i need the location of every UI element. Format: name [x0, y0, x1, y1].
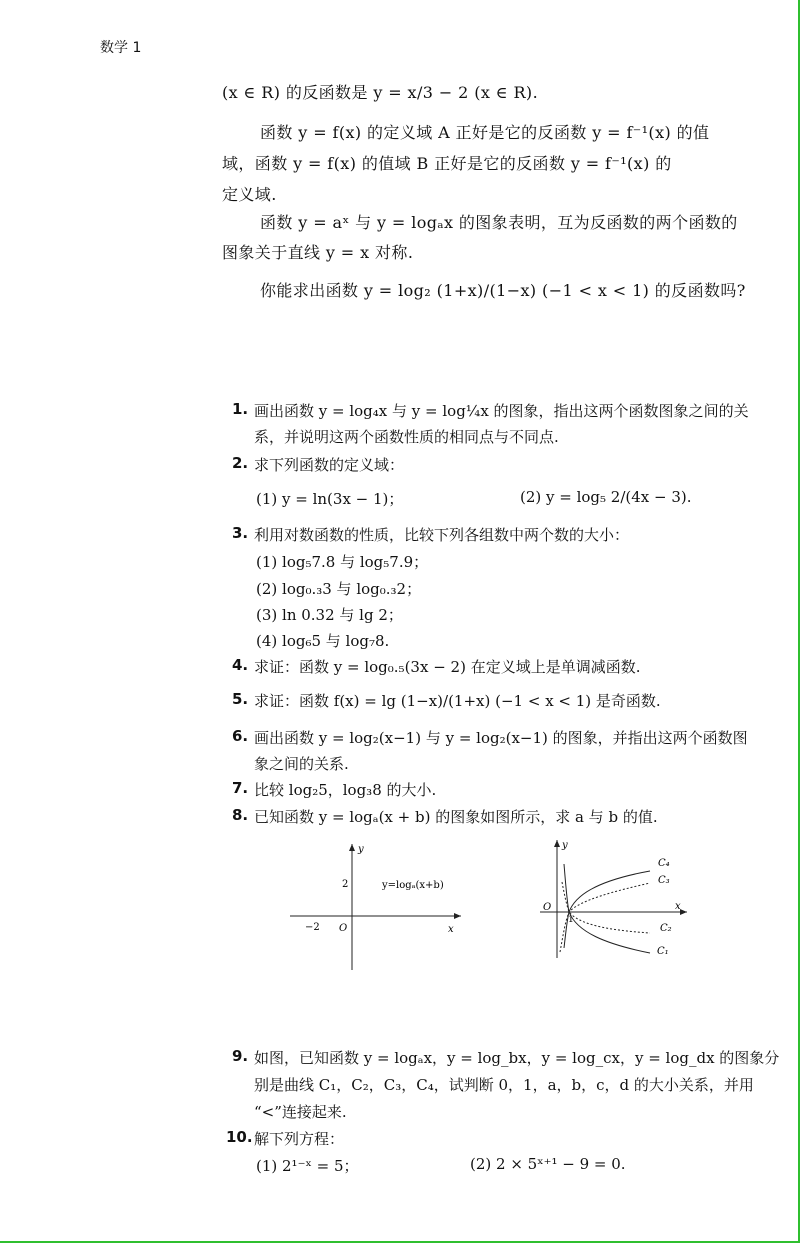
intro-question: 你能求出函数 y = log₂ (1+x)/(1−x) (−1 < x < 1) 的反函数吗?: [260, 281, 746, 300]
exercise-number: 6.: [232, 727, 249, 745]
intro-line: 域，函数 y = f(x) 的值域 B 正好是它的反函数 y = f⁻¹(x) 的: [222, 154, 672, 173]
intro-line: 定义域.: [222, 185, 277, 204]
exercise-subitem: (1) y = ln(3x − 1)；: [256, 490, 404, 508]
exercise-number: 5.: [232, 690, 249, 708]
exercise-text: “<”连接起来.: [254, 1103, 347, 1121]
x-tick-label: −2: [305, 922, 320, 933]
intro-line: 函数 y = f(x) 的定义域 A 正好是它的反函数 y = f⁻¹(x) 的值: [260, 123, 710, 142]
exercise-subitem: (2) 2 × 5ˣ⁺¹ − 9 = 0.: [470, 1155, 626, 1173]
curve-label-c4: C₄: [658, 858, 670, 869]
exercise-text: 解下列方程：: [254, 1130, 345, 1148]
y-axis-label: y: [358, 844, 364, 855]
intro-line: 函数 y = aˣ 与 y = logₐx 的图象表明，互为反函数的两个函数的: [260, 213, 738, 232]
exercise-subitem: (4) log₆5 与 log₇8.: [256, 632, 390, 650]
y-axis-arrow: [349, 844, 355, 851]
exercise-subitem: (3) ln 0.32 与 lg 2；: [256, 606, 403, 624]
exercise-subitem: (1) log₅7.8 与 log₅7.9；: [256, 553, 429, 571]
curve-label-c2: C₂: [660, 923, 672, 934]
intro-line: (x ∈ R) 的反函数是 y = x/3 − 2 (x ∈ R).: [222, 83, 539, 102]
exercise-subitem: (1) 2¹⁻ˣ = 5；: [256, 1157, 359, 1175]
exercise-text: 已知函数 y = logₐ(x + b) 的图象如图所示，求 a 与 b 的值.: [254, 808, 658, 826]
exercise-text: 画出函数 y = log₂(x−1) 与 y = log₂(x−1) 的图象，并指出这两个函数图: [254, 729, 748, 747]
exercise-text: 求证：函数 y = log₀.₅(3x − 2) 在定义域上是单调减函数.: [254, 658, 641, 676]
exercise-number: 3.: [232, 524, 249, 542]
exercise-number: 1.: [232, 400, 249, 418]
exercise-text: 求下列函数的定义域：: [254, 456, 405, 474]
figure-log-graph: [285, 840, 475, 975]
y-tick-label: 2: [342, 879, 349, 890]
exercise-text: 比较 log₂5，log₃8 的大小.: [254, 781, 437, 799]
x-axis-label: x: [675, 901, 681, 912]
curve-label-c3: C₃: [658, 875, 670, 886]
exercise-text: 画出函数 y = log₄x 与 y = log¼x 的图象，指出这两个函数图象之间的关: [254, 402, 749, 420]
page-header: 数学 1: [100, 40, 142, 56]
exercise-number: 9.: [232, 1047, 249, 1065]
exercise-text: 求证：函数 f(x) = lg (1−x)/(1+x) (−1 < x < 1) 是奇函数.: [254, 692, 661, 710]
figure-four-log-curves: [535, 836, 695, 966]
origin-label: O: [339, 923, 348, 934]
exercise-text: 象之间的关系.: [254, 755, 349, 773]
exercise-text: 别是曲线 C₁，C₂，C₃，C₄，试判断 0，1，a，b，c，d 的大小关系，并用: [254, 1076, 754, 1094]
exercise-subitem: (2) log₀.₃3 与 log₀.₃2；: [256, 580, 422, 598]
exercise-number: 2.: [232, 454, 249, 472]
curve-c4: [564, 871, 650, 948]
exercise-number: 10.: [226, 1128, 253, 1146]
exercise-number: 8.: [232, 806, 249, 824]
y-axis-arrow: [554, 840, 560, 847]
x-tick-label: 1: [568, 915, 574, 925]
intro-line: 图象关于直线 y = x 对称.: [222, 243, 414, 262]
origin-label: O: [543, 902, 552, 913]
curve-label-c1: C₁: [657, 946, 669, 957]
exercise-subitem: (2) y = log₅ 2/(4x − 3).: [520, 488, 692, 506]
exercise-number: 7.: [232, 779, 249, 797]
curve-c1: [564, 864, 650, 953]
x-axis-arrow: [680, 909, 687, 915]
x-axis-label: x: [448, 924, 454, 935]
exercise-text: 系，并说明这两个函数性质的相同点与不同点.: [254, 428, 559, 446]
curve-label: y=logₐ(x+b): [382, 880, 444, 891]
exercise-text: 如图，已知函数 y = logₐx，y = log_bx，y = log_cx，y = log_dx 的图象分: [254, 1049, 780, 1067]
exercise-text: 利用对数函数的性质，比较下列各组数中两个数的大小：: [254, 526, 630, 544]
y-axis-label: y: [562, 840, 568, 851]
exercise-number: 4.: [232, 656, 249, 674]
x-axis-arrow: [454, 913, 461, 919]
